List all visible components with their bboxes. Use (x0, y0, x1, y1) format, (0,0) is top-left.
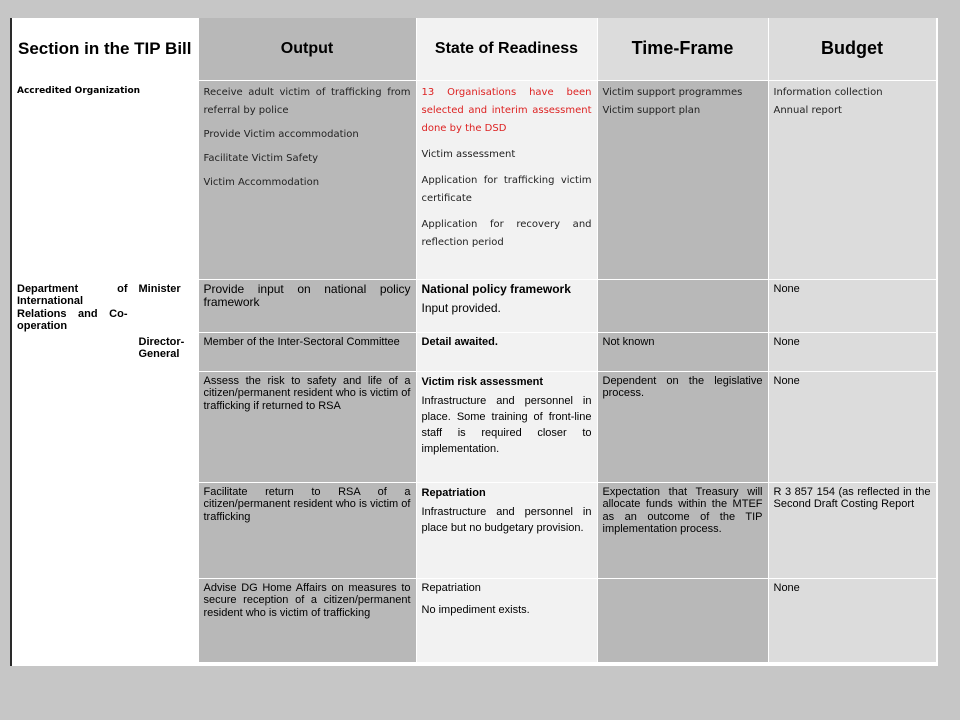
timeframe-cell: Dependent on the legislative process. (597, 371, 768, 482)
accredited-output-1: Receive adult victim of trafficking from referral by police (203, 86, 411, 116)
accredited-readiness-3: Application for recovery and reflection period (421, 218, 592, 248)
readiness-cell: Detail awaited. (416, 332, 597, 371)
table-row (12, 332, 936, 371)
accredited-output-cell (198, 80, 416, 279)
accredited-output-2: Provide Victim accommodation (203, 128, 359, 140)
accredited-timeframe-cell (597, 80, 768, 279)
header-timeframe: Time-Frame (597, 18, 768, 80)
readiness-text: Input provided. (421, 301, 501, 316)
accredited-section: Accredited Organization (17, 85, 141, 96)
table-row (12, 279, 936, 332)
timeframe-cell: Expectation that Treasury will allocate funds within the MTEF as an outcome of the TIP implementation process. (597, 482, 768, 578)
header-row (12, 18, 936, 80)
readiness-title: Repatriation (421, 486, 486, 499)
readiness-cell (416, 578, 597, 662)
readiness-cell (416, 279, 597, 332)
accredited-output-3: Facilitate Victim Safety (203, 152, 319, 164)
readiness-title: Victim risk assessment (421, 375, 543, 388)
accredited-budget-cell (768, 80, 936, 279)
tip-bill-table (12, 18, 937, 663)
timeframe-cell (597, 578, 768, 662)
output-cell: Advise DG Home Affairs on measures to secure reception of a citizen/permanent resident who is victim of trafficking (198, 578, 416, 662)
accredited-output-4: Victim Accommodation (203, 176, 320, 188)
role-cell (133, 371, 198, 482)
readiness-text: No impediment exists. (421, 604, 530, 617)
table-row (12, 578, 936, 662)
accredited-budget-2: Annual report (773, 104, 842, 116)
header-section: Section in the TIP Bill (12, 18, 198, 80)
budget-cell: R 3 857 154 (as reflected in the Second Draft Costing Report (768, 482, 936, 578)
readiness-text: Infrastructure and personnel in place. Some training of front-line staff is required closer to implementation. (421, 395, 592, 456)
accredited-readiness-note: 13 Organisations have been selected and interim assessment done by the DSD (421, 86, 592, 134)
role-cell: Minister (133, 279, 198, 332)
header-output: Output (198, 18, 416, 80)
timeframe-cell: Not known (597, 332, 768, 371)
output-cell: Member of the Inter-Sectoral Committee (198, 332, 416, 371)
table-row (12, 371, 936, 482)
readiness-cell (416, 482, 597, 578)
budget-cell: None (768, 332, 936, 371)
output-cell: Assess the risk to safety and life of a citizen/permanent resident who is victim of trafficking if returned to RSA (198, 371, 416, 482)
output-cell: Provide input on national policy framework (198, 279, 416, 332)
readiness-cell (416, 371, 597, 482)
table-row (12, 80, 936, 279)
accredited-timeframe-2: Victim support plan (602, 104, 701, 116)
header-budget: Budget (768, 18, 936, 80)
dirco-section-cell: Department of International Relations and Co-operation (12, 279, 133, 662)
accredited-readiness-1: Victim assessment (421, 148, 516, 160)
role-cell (133, 482, 198, 578)
budget-cell: None (768, 578, 936, 662)
accredited-section-cell (12, 80, 198, 279)
accredited-readiness-2: Application for trafficking victim certificate (421, 174, 592, 204)
table-row (12, 482, 936, 578)
accredited-budget-1: Information collection (773, 86, 883, 98)
accredited-timeframe-1: Victim support programmes (602, 86, 743, 98)
readiness-title: National policy framework (421, 281, 571, 296)
accredited-readiness-cell (416, 80, 597, 279)
header-readiness: State of Readiness (416, 18, 597, 80)
readiness-text: Infrastructure and personnel in place but no budgetary provision. (421, 506, 592, 535)
role-cell: Director-General (133, 332, 198, 371)
role-cell (133, 578, 198, 662)
output-cell: Facilitate return to RSA of a citizen/permanent resident who is victim of trafficking (198, 482, 416, 578)
readiness-title: Repatriation (421, 581, 481, 594)
timeframe-cell (597, 279, 768, 332)
budget-cell: None (768, 279, 936, 332)
budget-cell: None (768, 371, 936, 482)
